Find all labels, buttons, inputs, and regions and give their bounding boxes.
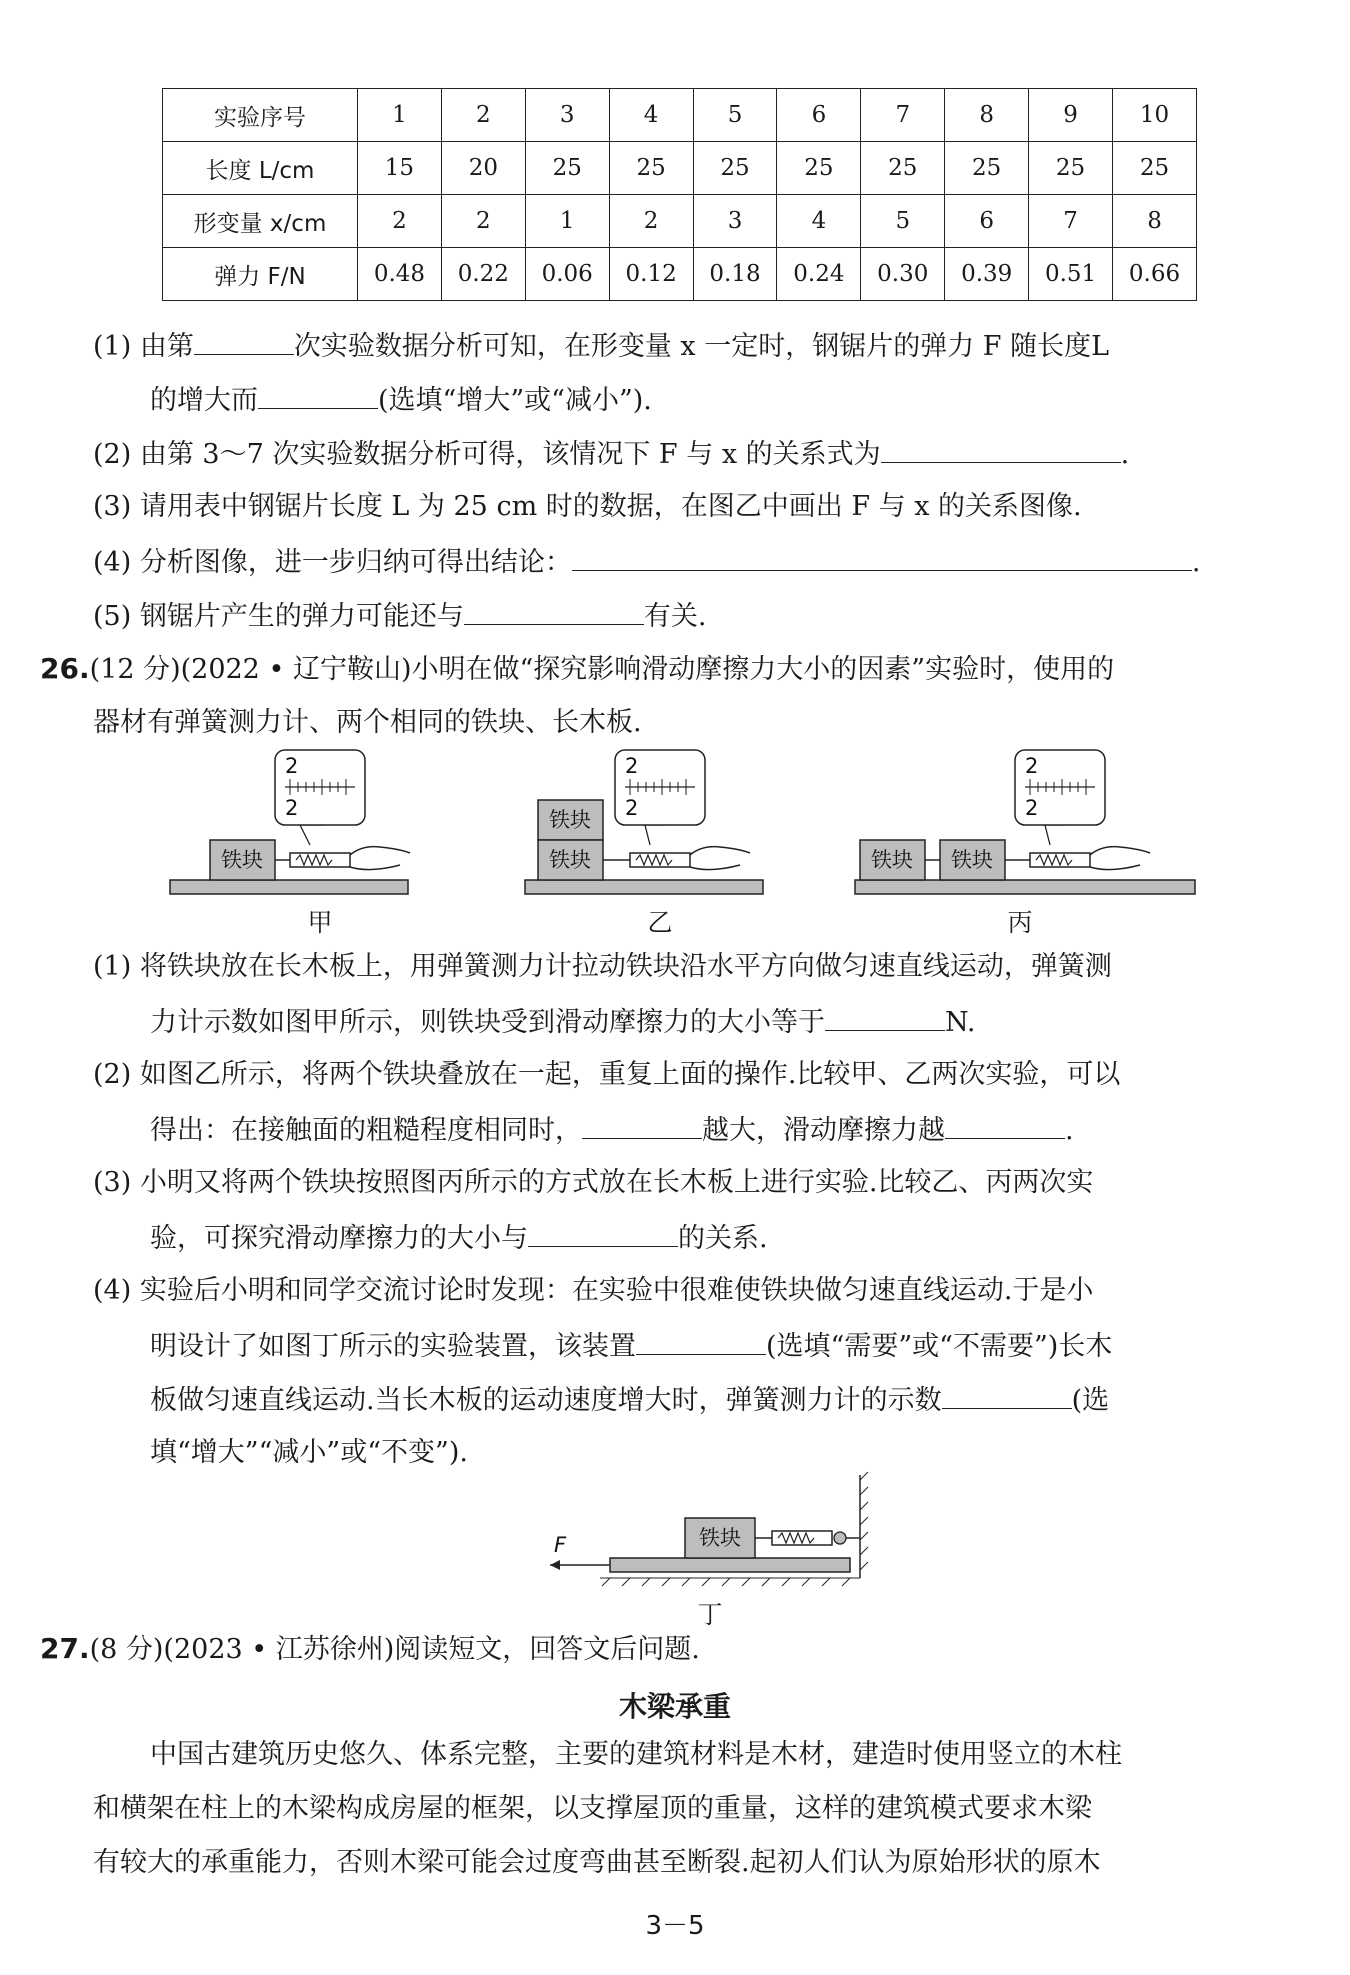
q25-part5 (93, 588, 706, 644)
gauge-bottom-label: 2 (1025, 796, 1039, 820)
text: (选填“增大”或“减小”). (378, 385, 652, 416)
table-cell: 20 (441, 142, 525, 195)
block-label: 铁块 (951, 848, 993, 872)
figure-d-caption: 丁 (697, 1600, 723, 1629)
answer-blank[interactable] (464, 588, 644, 625)
text: 越大，滑动摩擦力越 (702, 1115, 945, 1146)
table-cell: 0.66 (1113, 248, 1197, 301)
gauge-top-label: 2 (1025, 754, 1039, 778)
figure-c-caption: 丙 (1007, 908, 1033, 937)
figure-a-caption: 甲 (307, 908, 333, 937)
text: (1) 由第 (93, 331, 194, 362)
question-number: 26. (40, 652, 90, 685)
passage-title: 木梁承重 (618, 1690, 731, 1723)
q26-part4-line1 (93, 1264, 1093, 1318)
board (610, 1558, 850, 1572)
text: 填“增大”“减小”或“不变”). (150, 1437, 468, 1468)
table-cell: 6 (777, 89, 861, 142)
text: 有关. (643, 601, 707, 632)
q26-part1-line2 (150, 994, 975, 1050)
table-cell: 7 (861, 89, 945, 142)
table-row (163, 89, 1197, 142)
text: 明设计了如图丁所示的实验装置，该装置 (150, 1331, 636, 1362)
q25-part3 (93, 480, 1082, 534)
table-cell: 25 (609, 142, 693, 195)
text: 得出：在接触面的粗糙程度相同时， (150, 1115, 582, 1146)
answer-blank[interactable] (194, 318, 294, 355)
text: (1) 将铁块放在长木板上，用弹簧测力计拉动铁块沿水平方向做匀速直线运动，弹簧测 (93, 951, 1112, 982)
table-cell: 0.30 (861, 248, 945, 301)
table-cell: 2 (358, 195, 442, 248)
answer-blank[interactable] (881, 426, 1121, 463)
table-cell: 0.39 (945, 248, 1029, 301)
text: (选填“需要”或“不需要”)长木 (766, 1331, 1113, 1362)
table-cell: 0.12 (609, 248, 693, 301)
table-cell: 0.22 (441, 248, 525, 301)
answer-blank[interactable] (572, 534, 1192, 571)
table-row (163, 248, 1197, 301)
row-label: 形变量 x/cm (163, 195, 358, 248)
answer-blank[interactable] (942, 1372, 1072, 1409)
table-cell: 2 (609, 195, 693, 248)
q26-part3-line2 (150, 1210, 768, 1266)
text: (3) 小明又将两个铁块按照图丙所示的方式放在长木板上进行实验.比较乙、丙两次实 (93, 1167, 1094, 1198)
table-cell: 2 (441, 195, 525, 248)
table-cell: 4 (609, 89, 693, 142)
table-cell: 10 (1113, 89, 1197, 142)
board (855, 880, 1195, 894)
text: 次实验数据分析可知，在形变量 x 一定时，钢锯片的弹力 F 随长度L (293, 331, 1110, 362)
text: . (1065, 1115, 1074, 1146)
table-cell: 9 (1029, 89, 1113, 142)
text: (2) 由第 3～7 次实验数据分析可得，该情况下 F 与 x 的关系式为 (93, 439, 881, 470)
block-label: 铁块 (549, 848, 591, 872)
q26-part4-line2 (150, 1318, 1112, 1374)
answer-blank[interactable] (825, 994, 945, 1031)
table-cell: 8 (945, 89, 1029, 142)
text: (5) 钢锯片产生的弹力可能还与 (93, 601, 464, 632)
q26-intro-line1 (40, 642, 1114, 697)
table-cell: 25 (1113, 142, 1197, 195)
text: N. (945, 1007, 976, 1038)
text: (选 (1071, 1385, 1110, 1416)
q25-part2 (93, 426, 1129, 482)
board (525, 880, 763, 894)
q26-part2-line1 (93, 1048, 1120, 1102)
q26-part2-line2 (150, 1102, 1074, 1158)
table-cell: 25 (861, 142, 945, 195)
text: (12 分)(2022 • 辽宁鞍山)小明在做“探究影响滑动摩擦力大小的因素”实验时，使用的 (89, 654, 1115, 685)
table-cell: 7 (1029, 195, 1113, 248)
text: 的增大而 (150, 385, 258, 416)
text: 的关系. (678, 1223, 768, 1254)
table-row (163, 195, 1197, 248)
row-label: 实验序号 (163, 89, 358, 142)
gauge-top-label: 2 (285, 754, 299, 778)
text: (2) 如图乙所示，将两个铁块叠放在一起，重复上面的操作.比较甲、乙两次实验，可以 (93, 1059, 1121, 1090)
figure-b-caption: 乙 (647, 908, 673, 937)
text: 板做匀速直线运动.当长木板的运动速度增大时，弹簧测力计的示数 (150, 1385, 942, 1416)
block-label: 铁块 (699, 1526, 741, 1550)
q26-part3-line1 (93, 1156, 1093, 1210)
passage-line2 (93, 1782, 1092, 1836)
table-cell: 3 (525, 89, 609, 142)
text: . (1120, 439, 1130, 470)
table-cell: 6 (945, 195, 1029, 248)
table-cell: 25 (945, 142, 1029, 195)
table-cell: 8 (1113, 195, 1197, 248)
q25-part4 (93, 534, 1200, 590)
q26-intro-line2 (93, 696, 642, 750)
text: (4) 实验后小明和同学交流讨论时发现：在实验中很难使铁块做匀速直线运动.于是小 (93, 1275, 1094, 1306)
text: (3) 请用表中钢锯片长度 L 为 25 cm 时的数据，在图乙中画出 F 与 x 的关系图像. (93, 491, 1082, 522)
table-cell: 25 (525, 142, 609, 195)
q26-part4-line3 (150, 1372, 1109, 1428)
block-label: 铁块 (871, 848, 913, 872)
board (170, 880, 408, 894)
figure-c (855, 750, 1195, 894)
gauge-top-label: 2 (625, 754, 639, 778)
text: 验，可探究滑动摩擦力的大小与 (150, 1223, 528, 1254)
text: (4) 分析图像，进一步归纳可得出结论： (93, 547, 572, 578)
q27-intro (40, 1622, 700, 1677)
table-cell: 0.18 (693, 248, 777, 301)
table-cell: 15 (358, 142, 442, 195)
experiment-table (162, 88, 1197, 301)
table-cell: 25 (777, 142, 861, 195)
row-label: 长度 L/cm (163, 142, 358, 195)
passage-line1 (150, 1728, 1122, 1782)
block-label: 铁块 (221, 848, 263, 872)
hand-icon (350, 847, 410, 870)
row-label: 弹力 F/N (163, 248, 358, 301)
answer-blank[interactable] (582, 1102, 702, 1139)
figure-a (170, 750, 410, 894)
text: 器材有弹簧测力计、两个相同的铁块、长木板. (93, 707, 642, 738)
friction-figures (160, 745, 1220, 905)
figure-b (525, 750, 763, 894)
table-cell: 0.24 (777, 248, 861, 301)
block-label: 铁块 (549, 808, 591, 832)
table-row (163, 142, 1197, 195)
page-number: 3－5 (645, 1911, 705, 1941)
q25-part1-line1 (93, 318, 1109, 374)
table-cell: 4 (777, 195, 861, 248)
table-cell: 1 (358, 89, 442, 142)
table-cell: 0.51 (1029, 248, 1113, 301)
answer-blank[interactable] (528, 1210, 678, 1247)
q25-part1-line2 (150, 372, 652, 428)
figure-d (540, 1470, 900, 1600)
table-cell: 25 (693, 142, 777, 195)
text: 有较大的承重能力，否则木梁可能会过度弯曲甚至断裂.起初人们认为原始形状的原木 (93, 1847, 1101, 1878)
table-cell: 3 (693, 195, 777, 248)
question-number: 27. (40, 1632, 90, 1665)
q26-part1-line1 (93, 940, 1112, 994)
answer-blank[interactable] (258, 372, 378, 409)
gauge-bottom-label: 2 (285, 796, 299, 820)
table-cell: 0.48 (358, 248, 442, 301)
table-cell: 0.06 (525, 248, 609, 301)
gauge-bottom-label: 2 (625, 796, 639, 820)
text: . (1191, 547, 1201, 578)
text: 和横架在柱上的木梁构成房屋的框架，以支撑屋顶的重量，这样的建筑模式要求木梁 (93, 1793, 1092, 1824)
table-cell: 5 (861, 195, 945, 248)
hand-icon (1090, 847, 1150, 870)
table-cell: 1 (525, 195, 609, 248)
text: 力计示数如图甲所示，则铁块受到滑动摩擦力的大小等于 (150, 1007, 825, 1038)
passage-line3 (93, 1836, 1101, 1890)
table-cell: 2 (441, 89, 525, 142)
q26-part4-line4 (150, 1426, 468, 1480)
answer-blank[interactable] (945, 1102, 1065, 1139)
hand-icon (690, 847, 750, 870)
text: 中国古建筑历史悠久、体系完整，主要的建筑材料是木材，建造时使用竖立的木柱 (150, 1739, 1122, 1770)
answer-blank[interactable] (636, 1318, 766, 1355)
force-label: F (554, 1533, 567, 1557)
text: (8 分)(2023 • 江苏徐州)阅读短文，回答文后问题. (89, 1634, 700, 1665)
table-cell: 5 (693, 89, 777, 142)
table-cell: 25 (1029, 142, 1113, 195)
